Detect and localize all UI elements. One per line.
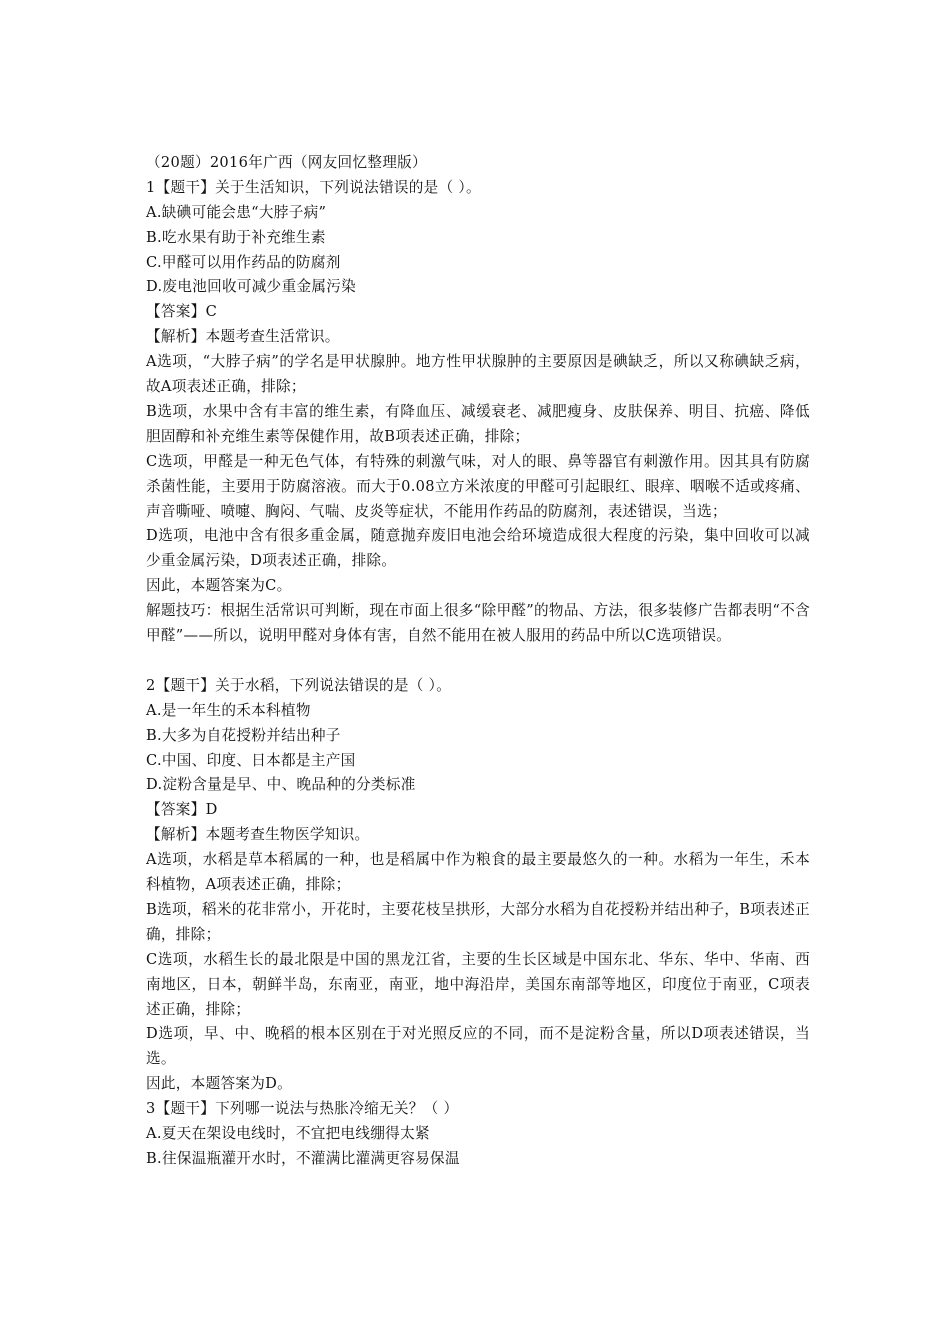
q1-option-c: C.甲醛可以用作药品的防腐剂: [146, 253, 341, 271]
q1-answer: 【答案】C: [146, 303, 218, 321]
document-body: [146, 151, 810, 1172]
q1-conclusion: 因此，本题答案为C。: [146, 577, 292, 595]
q2-analysis-c: C选项，水稻生长的最北限是中国的黑龙江省，主要的生长区域是中国东北、华东、华中、华南、西南地区，日本，朝鲜半岛，东南亚，南亚，地中海沿岸，美国东南部等地区，印度位于南亚，C项表述正确，排除；: [146, 950, 810, 1018]
q2-answer: 【答案】D: [146, 801, 218, 819]
q1-stem: 1【题干】关于生活知识，下列说法错误的是（ ）。: [146, 178, 481, 196]
q1-option-d: D.废电池回收可减少重金属污染: [146, 278, 357, 296]
q1-analysis-a: A选项，“大脖子病”的学名是甲状腺肿。地方性甲状腺肿的主要原因是碘缺乏，所以又称碘缺乏病，故A项表述正确，排除；: [146, 353, 810, 396]
q2-analysis-d: D选项，早、中、晚稻的根本区别在于对光照反应的不同，而不是淀粉含量，所以D项表述错误，当选。: [146, 1025, 810, 1068]
blank-line: [146, 649, 810, 674]
q2-option-b: B.大多为自花授粉并结出种子: [146, 726, 341, 744]
q3-option-a: A.夏天在架设电线时，不宜把电线绷得太紧: [146, 1125, 430, 1143]
q2-option-c: C.中国、印度、日本都是主产国: [146, 751, 356, 769]
q1-option-b: B.吃水果有助于补充维生素: [146, 228, 326, 246]
q2-option-a: A.是一年生的禾本科植物: [146, 701, 311, 719]
document-header: （20题）2016年广西（网友回忆整理版）: [146, 154, 427, 171]
q1-analysis-b: B选项，水果中含有丰富的维生素，有降血压、减缓衰老、减肥瘦身、皮肤保养、明目、抗癌、降低胆固醇和补充维生素等保健作用，故B项表述正确，排除；: [146, 402, 810, 445]
q1-option-a: A.缺碘可能会患“大脖子病”: [146, 203, 327, 221]
q2-analysis-intro: 【解析】本题考查生物医学知识。: [146, 826, 370, 844]
q2-stem: 2【题干】关于水稻，下列说法错误的是（ ）。: [146, 676, 452, 694]
q1-analysis-d: D选项，电池中含有很多重金属，随意抛弃废旧电池会给环境造成很大程度的污染，集中回收可以减少重金属污染，D项表述正确，排除。: [146, 527, 810, 570]
q1-tip: 解题技巧：根据生活常识可判断，现在市面上很多“除甲醛”的物品、方法，很多装修广告都表明“不含甲醛”——所以，说明甲醛对身体有害，自然不能用在被人服用的药品中所以C选项错误。: [146, 602, 810, 645]
q2-analysis-a: A选项，水稻是草本稻属的一种，也是稻属中作为粮食的最主要最悠久的一种。水稻为一年生，禾本科植物，A项表述正确，排除；: [146, 851, 810, 894]
q3-stem: 3【题干】下列哪一说法与热胀冷缩无关？（ ）: [146, 1100, 459, 1118]
q1-analysis-intro: 【解析】本题考查生活常识。: [146, 328, 340, 346]
q1-analysis-c: C选项，甲醛是一种无色气体，有特殊的刺激气味，对人的眼、鼻等器官有刺激作用。因其具有防腐杀菌性能，主要用于防腐溶液。而大于0.08立方米浓度的甲醛可引起眼红、眼痒、咽喉不适或疼痛、声音嘶哑、喷嚏、胸闷、气喘、皮炎等症状，不能用作药品的防腐剂，表述错误，当选；: [146, 452, 810, 520]
q3-option-b: B.往保温瓶灌开水时，不灌满比灌满更容易保温: [146, 1149, 460, 1167]
q2-option-d: D.淀粉含量是早、中、晚品种的分类标准: [146, 776, 416, 794]
q2-analysis-b: B选项，稻米的花非常小，开花时，主要花枝呈拱形，大部分水稻为自花授粉并结出种子，B项表述正确，排除；: [146, 900, 810, 943]
q2-conclusion: 因此，本题答案为D。: [146, 1075, 293, 1093]
